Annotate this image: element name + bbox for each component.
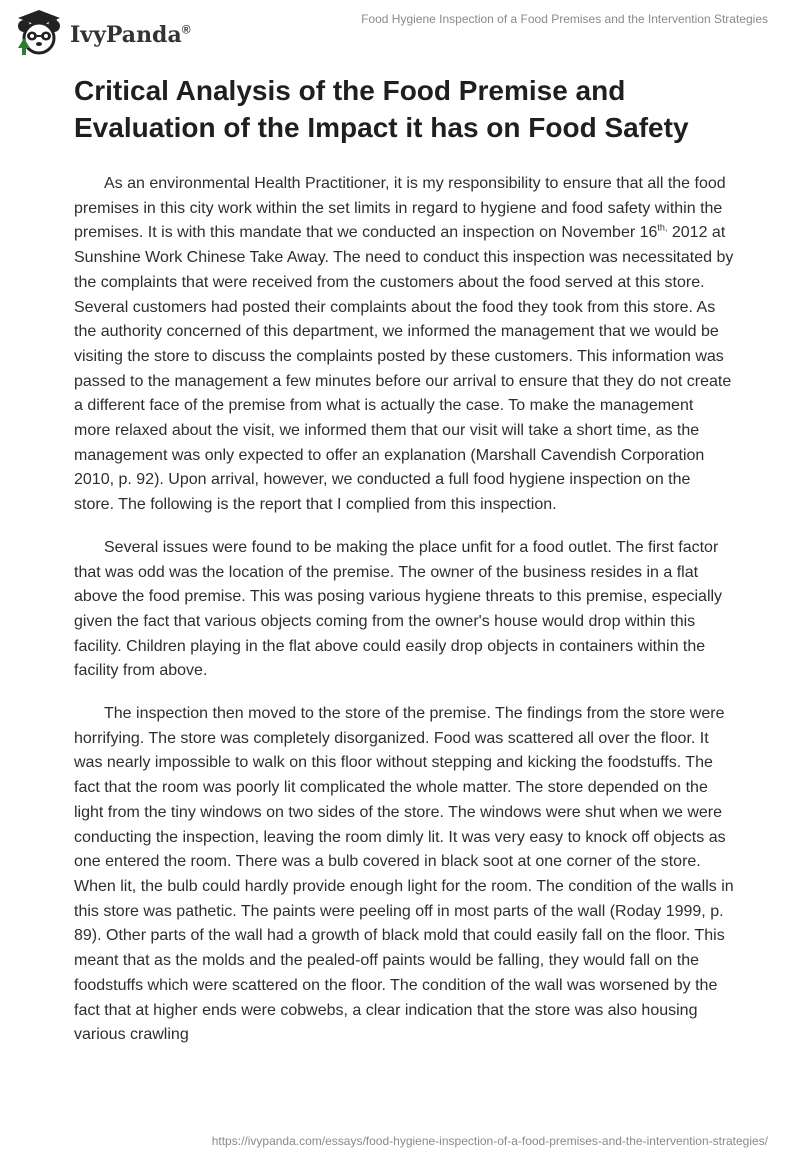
brand-name	[70, 22, 191, 48]
paragraph-1-part-b: 2012 at Sunshine Work Chinese Take Away. The need to conduct this inspection was necessitated by the complaints that were received from the customers about the food served at this store. Several customers had posted their complaints about the food they took from this store. As the authority concerned of this department, we informed the management that we would be visiting the store to discuss the complaints posted by these customers. This information was passed to the management a few minutes before our arrival to ensure that they do not create a different face of the premise from what is actually the case. To make the management more relaxed about the visit, we informed them that our visit will take a short time, as the management was only expected to offer an explanation (Marshall Cavendish Corporation 2010, p. 92). Upon arrival, however, we conducted a full food hygiene inspection on the store. The following is the report that I complied from this inspection.	[74, 224, 734, 514]
registered-mark: ®	[181, 22, 191, 37]
footer-url[interactable]: https://ivypanda.com/essays/food-hygiene-inspection-of-a-food-premises-and-the-intervention-strategies/	[211, 1134, 768, 1148]
article-body	[74, 172, 734, 1066]
paragraph-1-part-a: As an environmental Health Practitioner, it is my responsibility to ensure that all the food premises in this city work within the set limits in regard to hygiene and food safety within the premises. It is with this mandate that we conducted an inspection on November 16	[74, 175, 726, 242]
brand-name-text: IvyPanda	[70, 22, 182, 48]
paragraph-3: The inspection then moved to the store of the premise. The findings from the store were horrifying. The store was completely disorganized. Food was scattered all over the floor. It was nearly impossible to walk on this floor without stepping and kicking the foodstuffs. The fact that the room was poorly lit complicated the whole matter. The store depended on the light from the tiny windows on two sides of the store. The windows were shut when we were conducting the inspection, leaving the room dimly lit. It was very easy to knock off objects as one entered the room. There was a bulb covered in black soot at one corner of the store. When lit, the bulb could hardly provide enough light for the room. The condition of the walls in this store was pathetic. The paints were peeling off in most parts of the wall (Roday 1999, p. 89). Other parts of the wall had a growth of black mold that could easily fall on the floor. This meant that as the molds and the pealed-off paints would be falling, they would fall on the foodstuffs which were scattered on the floor. The condition of the wall was worsened by the fact that at higher ends were cobwebs, a clear indication that the store was also housing various crawling	[74, 705, 734, 1044]
page-title: Critical Analysis of the Food Premise and Evaluation of the Impact it has on Food Safety	[74, 75, 689, 143]
paragraph-1	[74, 172, 734, 518]
brand-logo[interactable]	[14, 8, 191, 58]
paragraph-2: Several issues were found to be making the place unfit for a food outlet. The first factor that was odd was the location of the premise. The owner of the business resides in a flat above the food premise. This was posing various hygiene threats to this premise, especially given the fact that various objects coming from the owner's house would drop within this facility. Children playing in the flat above could easily drop objects in containers within the facility from above.	[74, 538, 723, 680]
panda-graduate-icon	[14, 8, 64, 58]
document-header-title: Food Hygiene Inspection of a Food Premises and the Intervention Strategies	[361, 12, 768, 26]
ordinal-suffix: th,	[657, 223, 668, 234]
